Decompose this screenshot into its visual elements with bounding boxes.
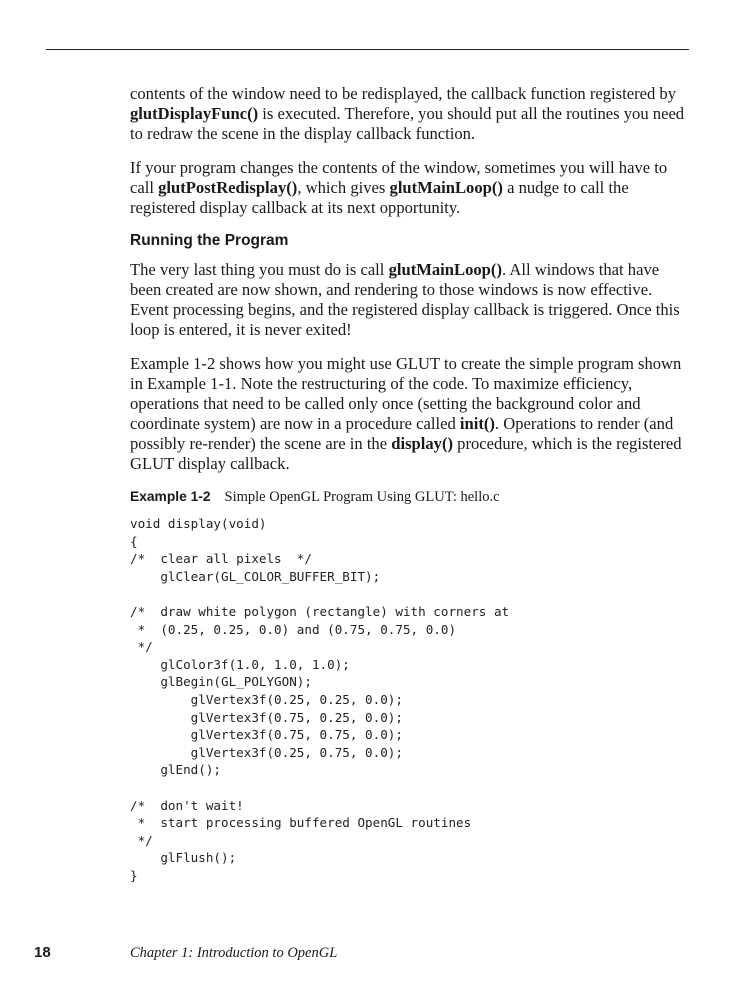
paragraph-post-redisplay [130,158,690,218]
paragraph-text: If your program changes the contents of the window, sometimes you will have to call [130,158,668,197]
example-caption [130,488,690,506]
example-label: Example 1-2 [130,489,211,504]
function-name: init() [459,414,495,433]
code-listing: void display(void) { /* clear all pixels */ glClear(GL_COLOR_BUFFER_BIT); /* draw white polygon (rectangle) with corners at * (0.25, 0.25, 0.0) and (0.75, 0.75, 0.0) */ glColor3f(1.0, 1.0, 1.0); glBegin(GL_POLYGON); glVertex3f(0.25, 0.25, 0.0); glVertex3f(0.75, 0.25, 0.0); glVertex3f(0.75, 0.75, 0.0); glVertex3f(0.25, 0.75, 0.0); glEnd(); /* don't wait! * start processing buffered OpenGL routines */ glFlush(); } [130,516,510,883]
paragraph-text: , which gives [297,178,390,197]
function-name: glutMainLoop() [388,260,502,279]
paragraph-text: . All windows that have been created are now shown, and rendering to those windows is now effective. Event processing begins, and the registered display callback is triggered. Once this loop is entered, it is never exited! [130,260,680,339]
chapter-footer: Chapter 1: Introduction to OpenGL [130,945,338,961]
paragraph-text: procedure, which is the registered GLUT display callback. [130,434,682,473]
example-title: Simple OpenGL Program Using GLUT: hello.c [224,489,500,505]
paragraph-example-intro [130,354,690,474]
function-name: glutDisplayFunc() [130,104,259,123]
page-number: 18 [34,944,51,961]
function-name: glutMainLoop() [389,178,503,197]
paragraph-text: The very last thing you must do is call [130,260,389,279]
page-content [130,84,690,884]
paragraph-text: . Operations to render (and possibly re-render) the scene are in the [130,414,674,453]
function-name: glutPostRedisplay() [158,178,298,197]
paragraph-text: is executed. Therefore, you should put all the routines you need to redraw the scene in the display callback function. [130,104,685,143]
paragraph-text: contents of the window need to be redisplayed, the callback function registered by [130,84,677,103]
header-rule [46,49,689,50]
paragraph-display-callback [130,84,690,144]
section-heading: Running the Program [130,232,289,249]
function-name: display() [391,434,454,453]
paragraph-main-loop [130,260,690,340]
paragraph-text: a nudge to call the registered display callback at its next opportunity. [130,178,629,217]
paragraph-text: Example 1-2 shows how you might use GLUT to create the simple program shown in Example 1-1. Note the restructuring of the code. To maximize efficiency, operations that need to be called only once (setting the background color and coordinate system) are now in a procedure called [130,354,682,433]
